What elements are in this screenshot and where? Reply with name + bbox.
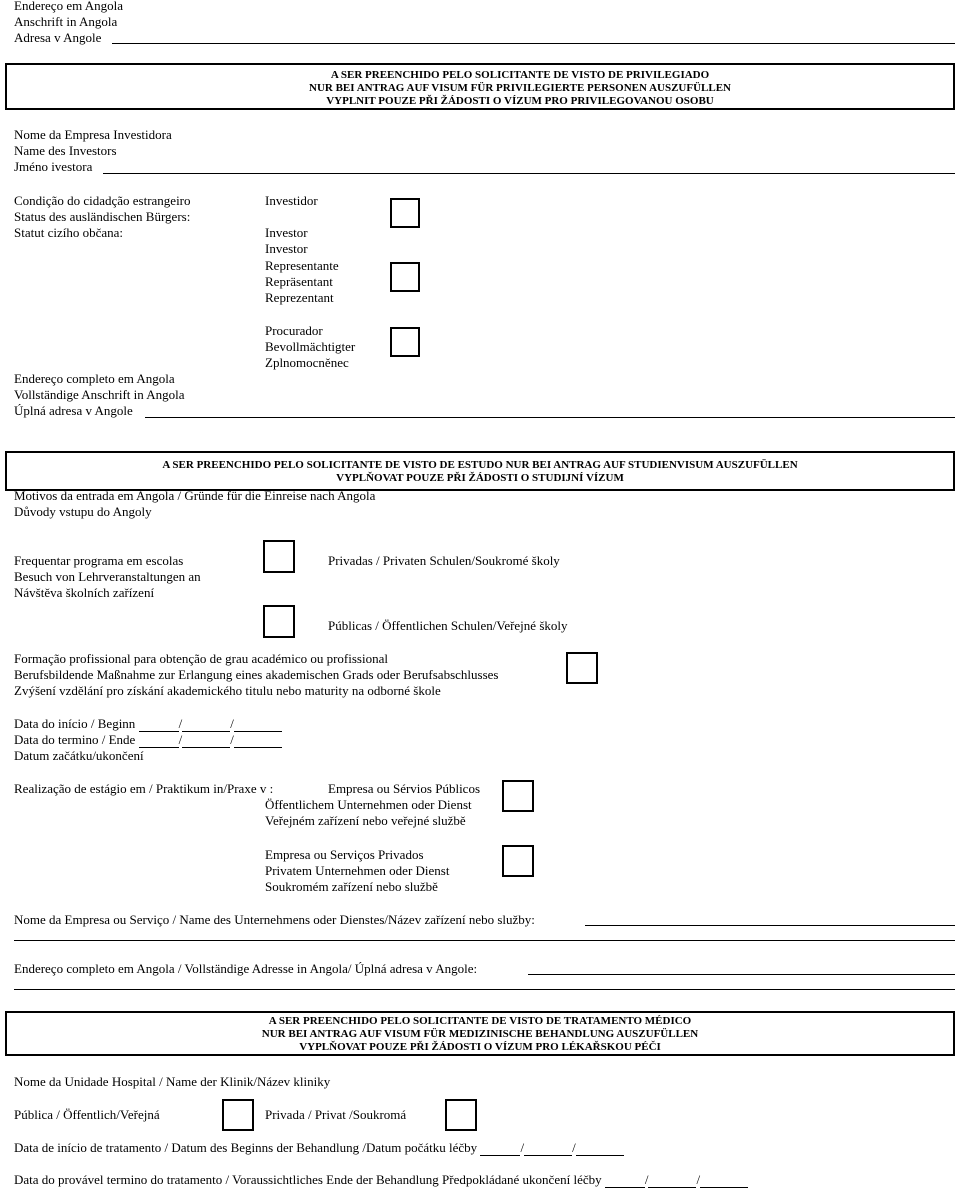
angola-address-field[interactable] <box>112 43 955 44</box>
end-date-row: Data do termino / Ende / / <box>14 732 282 748</box>
date-czech-label: Datum začátku/ukončení <box>14 748 144 763</box>
company-name-field-2[interactable] <box>14 940 955 941</box>
treatment-end-row: Data do provável termino do tratamento / Voraussichtliches Ende der Behandlung Předpokládané ukončení léčby / / <box>14 1172 748 1188</box>
company-name-field[interactable] <box>585 925 955 926</box>
hospital-private-label: Privada / Privat /Soukromá <box>265 1107 407 1122</box>
study-reasons-label: Motivos da entrada em Angola / Gründe für die Einreise nach Angola Důvody vstupu do Angoly <box>14 488 376 519</box>
begin-day-field[interactable] <box>139 718 179 732</box>
vocational-checkbox[interactable] <box>566 652 598 684</box>
company-name-label: Nome da Empresa ou Serviço / Name des Unternehmens oder Dienstes/Název zařízení nebo služby: <box>14 912 535 927</box>
treatment-end-year-field[interactable] <box>700 1174 748 1188</box>
status-option-attorney: Procurador Bevollmächtigter Zplnomocněnec <box>265 323 356 370</box>
treatment-start-row: Data de início de tratamento / Datum des Beginns der Behandlung /Datum počátku léčby / / <box>14 1140 624 1156</box>
internship-private-checkbox[interactable] <box>502 845 534 877</box>
hospital-private-checkbox[interactable] <box>445 1099 477 1131</box>
treatment-start-day-field[interactable] <box>480 1142 520 1156</box>
end-month-field[interactable] <box>182 734 230 748</box>
school-private-label: Privadas / Privaten Schulen/Soukromé školy <box>328 553 560 568</box>
hospital-name-label: Nome da Unidade Hospital / Name der Klinik/Název kliniky <box>14 1074 331 1089</box>
treatment-start-month-field[interactable] <box>524 1142 572 1156</box>
status-option-investor: Investidor Investor Investor <box>265 193 318 256</box>
investor-company-field[interactable] <box>103 173 955 174</box>
representative-checkbox[interactable] <box>390 262 420 292</box>
internship-public-label: Empresa ou Sérvios Públicos Öffentlichem Unternehmen oder Dienst Veřejném zařízení nebo veřejné službě <box>265 781 481 828</box>
investor-company-label: Nome da Empresa Investidora Name des Investors Jméno ivestora <box>14 127 172 174</box>
begin-date-row: Data do início / Beginn / / <box>14 716 282 732</box>
company-address-field[interactable] <box>528 974 955 975</box>
school-public-label: Públicas / Öffentlichen Schulen/Veřejné školy <box>328 618 568 633</box>
hospital-public-label: Pública / Öffentlich/Veřejná <box>14 1107 160 1122</box>
full-address-label: Endereço completo em Angola Vollständige Anschrift in Angola Úplná adresa v Angole <box>14 371 185 418</box>
company-address-label: Endereço completo em Angola / Vollständige Adresse in Angola/ Úplná adresa v Angole: <box>14 961 478 976</box>
internship-public-checkbox[interactable] <box>502 780 534 812</box>
vocational-training-label: Formação profissional para obtenção de grau académico ou profissional Berufsbildende Maßnahme zur Erlangung eines akademischen Grads oder Berufsabschlusses Zvýšení vzdělání pro získání akademického titulu nebo maturity na odborné škole <box>14 651 499 698</box>
end-day-field[interactable] <box>139 734 179 748</box>
treatment-end-month-field[interactable] <box>648 1174 696 1188</box>
treatment-start-year-field[interactable] <box>576 1142 624 1156</box>
foreign-citizen-status-label: Condição do cidadção estrangeiro Status des ausländischen Bürgers: Statut cizího občana: <box>14 193 191 240</box>
school-private-checkbox[interactable] <box>263 540 295 573</box>
privileged-visa-banner: A SER PREENCHIDO PELO SOLICITANTE DE VISTO DE PRIVILEGIADO NUR BEI ANTRAG AUF VISUM FÜR PRIVILEGIERTE PERSONEN AUSZUFÜLLEN VYPLNIT POUZE PŘI ŽÁDOSTI O VÍZUM PRO PRIVILEGOVANOU OSOBU <box>5 63 955 110</box>
status-option-representative: Representante Repräsentant Reprezentant <box>265 258 339 305</box>
school-public-checkbox[interactable] <box>263 605 295 638</box>
investor-checkbox[interactable] <box>390 198 420 228</box>
treatment-end-day-field[interactable] <box>605 1174 645 1188</box>
study-visa-banner: A SER PREENCHIDO PELO SOLICITANTE DE VISTO DE ESTUDO NUR BEI ANTRAG AUF STUDIENVISUM AUSZUFÜLLEN VYPLŇOVAT POUZE PŘI ŽÁDOSTI O STUDIJNÍ VÍZUM <box>5 451 955 491</box>
hospital-public-checkbox[interactable] <box>222 1099 254 1131</box>
end-year-field[interactable] <box>234 734 282 748</box>
begin-year-field[interactable] <box>234 718 282 732</box>
medical-visa-banner: A SER PREENCHIDO PELO SOLICITANTE DE VISTO DE TRATAMENTO MÉDICO NUR BEI ANTRAG AUF VISUM FÜR MEDIZINISCHE BEHANDLUNG AUSZUFÜLLEN VYPLŇOVAT POUZE PŘI ŽÁDOSTI O VÍZUM PRO LÉKAŘSKOU PÉČI <box>5 1011 955 1056</box>
begin-month-field[interactable] <box>182 718 230 732</box>
internship-label: Realização de estágio em / Praktikum in/Praxe v : <box>14 781 274 796</box>
attorney-checkbox[interactable] <box>390 327 420 357</box>
school-attendance-label: Frequentar programa em escolas Besuch von Lehrveranstaltungen an Návštěva školních zařízení <box>14 553 201 600</box>
angola-address-label: Endereço em Angola Anschrift in Angola Adresa v Angole <box>14 0 124 45</box>
internship-private-label: Empresa ou Serviços Privados Privatem Unternehmen oder Dienst Soukromém zařízení nebo službě <box>265 847 450 894</box>
full-address-field[interactable] <box>145 417 955 418</box>
company-address-field-2[interactable] <box>14 989 955 990</box>
